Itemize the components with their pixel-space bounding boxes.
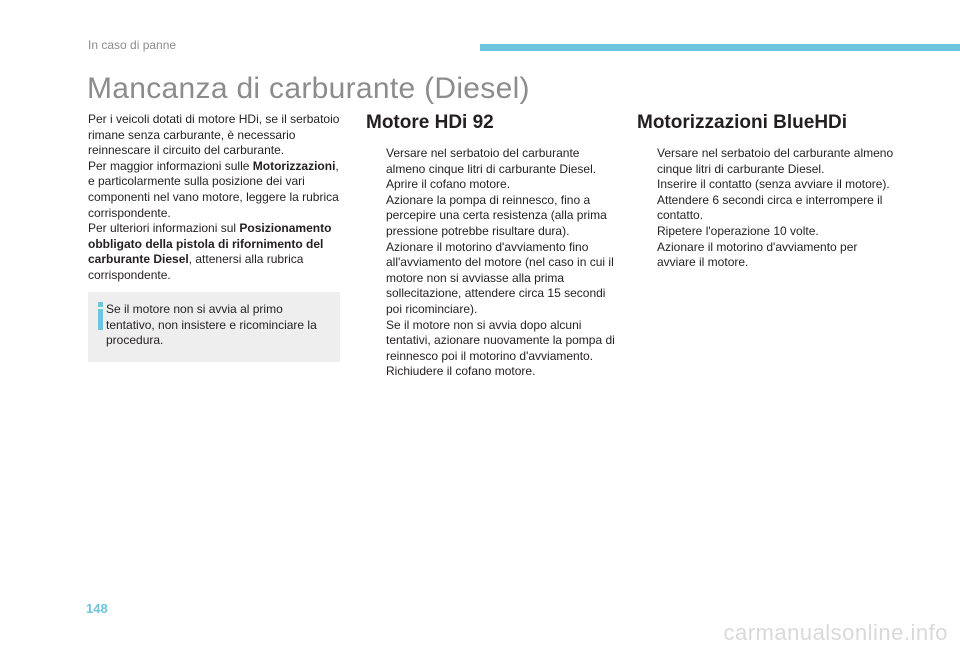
list-item: Aprire il cofano motore.	[386, 177, 511, 192]
list-item: Attendere 6 secondi circa e interrompere il contatto.	[657, 192, 883, 223]
bluehdi-heading: Motorizzazioni BlueHDi	[637, 112, 848, 133]
list-item: Inserire il contatto (senza avviare il motore).	[657, 177, 890, 192]
info-note	[88, 292, 340, 362]
bluehdi-steps	[637, 146, 899, 271]
list-item: Versare nel serbatoio del carburante almeno cinque litri di carburante Diesel.	[386, 146, 597, 176]
hdi92-heading: Motore HDi 92	[366, 112, 494, 133]
intro-paragraph-3: Per ulteriori informazioni sul Posizionamento obbligato della pistola di rifornimento del carburante Diesel, attenersi alla rubrica corrispondente.	[88, 221, 332, 282]
list-item: Richiudere il cofano motore.	[386, 364, 536, 379]
note-text: Se il motore non si avvia al primo tentativo, non insistere e ricominciare la procedura.	[106, 302, 317, 348]
bluehdi-column	[637, 112, 899, 271]
intro-column	[88, 112, 344, 284]
hdi92-column	[366, 112, 620, 380]
list-item: Azionare il motorino d'avviamento per avviare il motore.	[657, 239, 858, 270]
hdi92-steps	[366, 146, 620, 380]
list-item: Ripetere l'operazione 10 volte.	[657, 223, 819, 238]
header-accent-bar	[480, 44, 960, 51]
page-title: Mancanza di carburante (Diesel)	[87, 72, 530, 105]
list-item: Azionare la pompa di reinnesco, fino a percepire una certa resistenza (alla prima pressione potrebbe risultare dura).	[386, 192, 607, 238]
intro-paragraph-1: Per i veicoli dotati di motore HDi, se il serbatoio rimane senza carburante, è necessario reinnescare il circuito del carburante.	[88, 112, 340, 158]
link-posizionamento: Posizionamento obbligato della pistola di rifornimento del carburante Diesel	[88, 221, 332, 267]
link-motorizzazioni: Motorizzazioni	[252, 158, 336, 173]
page-number: 148	[86, 601, 108, 616]
watermark: carmanualsonline.info	[723, 620, 948, 645]
section-label: In caso di panne	[88, 38, 177, 52]
list-item: Versare nel serbatoio del carburante almeno cinque litri di carburante Diesel.	[657, 146, 894, 176]
intro-paragraph-2: Per maggior informazioni sulle Motorizzazioni, e particolarmente sulla posizione dei vari componenti nel vano motore, leggere la rubrica corrispondente.	[88, 158, 339, 220]
list-item: Azionare il motorino d'avviamento fino all'avviamento del motore (nel caso in cui il motore non si avviasse alla prima sollecitazione, attendere circa 15 secondi poi ricominciare).	[386, 239, 614, 316]
list-item: Se il motore non si avvia dopo alcuni tentativi, azionare nuovamente la pompa di reinnesco poi il motorino d'avviamento.	[386, 317, 615, 363]
